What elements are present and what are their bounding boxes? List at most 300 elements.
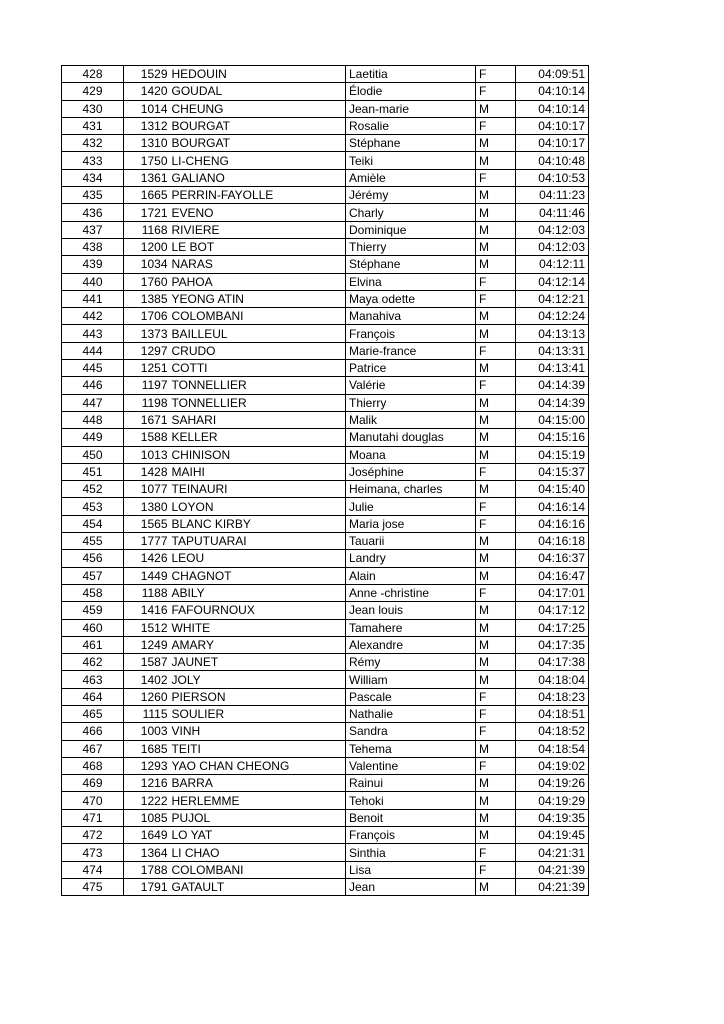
first-name-cell: Tehema bbox=[346, 740, 476, 757]
sex-cell: M bbox=[476, 740, 516, 757]
sex-cell: M bbox=[476, 567, 516, 584]
bib-cell: 1014 bbox=[124, 100, 170, 117]
time-cell: 04:11:46 bbox=[516, 204, 589, 221]
bib-cell: 1671 bbox=[124, 411, 170, 428]
rank-cell: 428 bbox=[62, 66, 124, 83]
sex-cell: M bbox=[476, 411, 516, 428]
time-cell: 04:10:14 bbox=[516, 83, 589, 100]
last-name-cell: LO YAT bbox=[170, 827, 346, 844]
last-name-cell: CHINISON bbox=[170, 446, 346, 463]
bib-cell: 1587 bbox=[124, 654, 170, 671]
time-cell: 04:16:37 bbox=[516, 550, 589, 567]
bib-cell: 1385 bbox=[124, 290, 170, 307]
time-cell: 04:19:02 bbox=[516, 757, 589, 774]
first-name-cell: Nathalie bbox=[346, 705, 476, 722]
bib-cell: 1750 bbox=[124, 152, 170, 169]
time-cell: 04:10:48 bbox=[516, 152, 589, 169]
sex-cell: F bbox=[476, 342, 516, 359]
last-name-cell: PAHOA bbox=[170, 273, 346, 290]
table-row bbox=[62, 204, 589, 221]
rank-cell: 460 bbox=[62, 619, 124, 636]
sex-cell: F bbox=[476, 117, 516, 134]
table-row bbox=[62, 273, 589, 290]
sex-cell: F bbox=[476, 757, 516, 774]
bib-cell: 1168 bbox=[124, 221, 170, 238]
time-cell: 04:15:16 bbox=[516, 429, 589, 446]
first-name-cell: Rémy bbox=[346, 654, 476, 671]
rank-cell: 462 bbox=[62, 654, 124, 671]
rank-cell: 429 bbox=[62, 83, 124, 100]
bib-cell: 1200 bbox=[124, 238, 170, 255]
rank-cell: 440 bbox=[62, 273, 124, 290]
table-row bbox=[62, 325, 589, 342]
last-name-cell: CHAGNOT bbox=[170, 567, 346, 584]
bib-cell: 1034 bbox=[124, 256, 170, 273]
first-name-cell: Sinthia bbox=[346, 844, 476, 861]
first-name-cell: Jérémy bbox=[346, 187, 476, 204]
time-cell: 04:19:29 bbox=[516, 792, 589, 809]
last-name-cell: LI CHAO bbox=[170, 844, 346, 861]
table-row bbox=[62, 844, 589, 861]
last-name-cell: LI-CHENG bbox=[170, 152, 346, 169]
bib-cell: 1791 bbox=[124, 878, 170, 895]
sex-cell: F bbox=[476, 705, 516, 722]
rank-cell: 447 bbox=[62, 394, 124, 411]
time-cell: 04:16:18 bbox=[516, 533, 589, 550]
table-row bbox=[62, 238, 589, 255]
table-row bbox=[62, 792, 589, 809]
rank-cell: 470 bbox=[62, 792, 124, 809]
first-name-cell: Dominique bbox=[346, 221, 476, 238]
rank-cell: 472 bbox=[62, 827, 124, 844]
sex-cell: M bbox=[476, 636, 516, 653]
table-row bbox=[62, 861, 589, 878]
last-name-cell: PUJOL bbox=[170, 809, 346, 826]
last-name-cell: TAPUTUARAI bbox=[170, 533, 346, 550]
sex-cell: F bbox=[476, 463, 516, 480]
sex-cell: F bbox=[476, 584, 516, 601]
rank-cell: 456 bbox=[62, 550, 124, 567]
first-name-cell: Manahiva bbox=[346, 308, 476, 325]
time-cell: 04:10:17 bbox=[516, 117, 589, 134]
rank-cell: 458 bbox=[62, 584, 124, 601]
time-cell: 04:18:23 bbox=[516, 688, 589, 705]
bib-cell: 1310 bbox=[124, 135, 170, 152]
rank-cell: 474 bbox=[62, 861, 124, 878]
table-row bbox=[62, 308, 589, 325]
sex-cell: M bbox=[476, 135, 516, 152]
table-row bbox=[62, 827, 589, 844]
sex-cell: M bbox=[476, 671, 516, 688]
time-cell: 04:17:38 bbox=[516, 654, 589, 671]
last-name-cell: WHITE bbox=[170, 619, 346, 636]
last-name-cell: LEOU bbox=[170, 550, 346, 567]
rank-cell: 431 bbox=[62, 117, 124, 134]
rank-cell: 451 bbox=[62, 463, 124, 480]
last-name-cell: JOLY bbox=[170, 671, 346, 688]
time-cell: 04:09:51 bbox=[516, 66, 589, 83]
table-row bbox=[62, 723, 589, 740]
bib-cell: 1665 bbox=[124, 187, 170, 204]
bib-cell: 1260 bbox=[124, 688, 170, 705]
rank-cell: 459 bbox=[62, 602, 124, 619]
rank-cell: 469 bbox=[62, 775, 124, 792]
last-name-cell: EVENO bbox=[170, 204, 346, 221]
bib-cell: 1077 bbox=[124, 481, 170, 498]
rank-cell: 444 bbox=[62, 342, 124, 359]
last-name-cell: RIVIERE bbox=[170, 221, 346, 238]
time-cell: 04:17:01 bbox=[516, 584, 589, 601]
time-cell: 04:18:54 bbox=[516, 740, 589, 757]
table-row bbox=[62, 256, 589, 273]
time-cell: 04:10:17 bbox=[516, 135, 589, 152]
sex-cell: F bbox=[476, 688, 516, 705]
last-name-cell: HEDOUIN bbox=[170, 66, 346, 83]
time-cell: 04:12:11 bbox=[516, 256, 589, 273]
bib-cell: 1188 bbox=[124, 584, 170, 601]
last-name-cell: TEITI bbox=[170, 740, 346, 757]
sex-cell: F bbox=[476, 844, 516, 861]
results-table bbox=[61, 65, 589, 896]
rank-cell: 442 bbox=[62, 308, 124, 325]
table-row bbox=[62, 135, 589, 152]
rank-cell: 449 bbox=[62, 429, 124, 446]
time-cell: 04:12:21 bbox=[516, 290, 589, 307]
first-name-cell: William bbox=[346, 671, 476, 688]
first-name-cell: Heimana, charles bbox=[346, 481, 476, 498]
first-name-cell: Amièle bbox=[346, 169, 476, 186]
first-name-cell: Tamahere bbox=[346, 619, 476, 636]
table-row bbox=[62, 360, 589, 377]
table-row bbox=[62, 429, 589, 446]
table-row bbox=[62, 290, 589, 307]
bib-cell: 1293 bbox=[124, 757, 170, 774]
bib-cell: 1085 bbox=[124, 809, 170, 826]
first-name-cell: Marie-france bbox=[346, 342, 476, 359]
sex-cell: F bbox=[476, 377, 516, 394]
rank-cell: 450 bbox=[62, 446, 124, 463]
rank-cell: 446 bbox=[62, 377, 124, 394]
time-cell: 04:12:24 bbox=[516, 308, 589, 325]
rank-cell: 432 bbox=[62, 135, 124, 152]
first-name-cell: Thierry bbox=[346, 238, 476, 255]
bib-cell: 1416 bbox=[124, 602, 170, 619]
table-row bbox=[62, 602, 589, 619]
last-name-cell: GALIANO bbox=[170, 169, 346, 186]
bib-cell: 1197 bbox=[124, 377, 170, 394]
sex-cell: M bbox=[476, 878, 516, 895]
time-cell: 04:13:31 bbox=[516, 342, 589, 359]
last-name-cell: JAUNET bbox=[170, 654, 346, 671]
time-cell: 04:17:25 bbox=[516, 619, 589, 636]
bib-cell: 1312 bbox=[124, 117, 170, 134]
sex-cell: M bbox=[476, 360, 516, 377]
results-body bbox=[62, 66, 589, 896]
rank-cell: 430 bbox=[62, 100, 124, 117]
table-row bbox=[62, 740, 589, 757]
rank-cell: 473 bbox=[62, 844, 124, 861]
first-name-cell: Manutahi douglas bbox=[346, 429, 476, 446]
time-cell: 04:21:39 bbox=[516, 861, 589, 878]
table-row bbox=[62, 671, 589, 688]
bib-cell: 1588 bbox=[124, 429, 170, 446]
bib-cell: 1222 bbox=[124, 792, 170, 809]
bib-cell: 1216 bbox=[124, 775, 170, 792]
first-name-cell: Rainui bbox=[346, 775, 476, 792]
sex-cell: M bbox=[476, 481, 516, 498]
rank-cell: 457 bbox=[62, 567, 124, 584]
bib-cell: 1297 bbox=[124, 342, 170, 359]
time-cell: 04:18:04 bbox=[516, 671, 589, 688]
time-cell: 04:12:03 bbox=[516, 221, 589, 238]
bib-cell: 1402 bbox=[124, 671, 170, 688]
time-cell: 04:12:14 bbox=[516, 273, 589, 290]
first-name-cell: Valentine bbox=[346, 757, 476, 774]
sex-cell: M bbox=[476, 308, 516, 325]
table-row bbox=[62, 221, 589, 238]
time-cell: 04:15:19 bbox=[516, 446, 589, 463]
time-cell: 04:18:51 bbox=[516, 705, 589, 722]
table-row bbox=[62, 394, 589, 411]
first-name-cell: Landry bbox=[346, 550, 476, 567]
first-name-cell: Jean bbox=[346, 878, 476, 895]
last-name-cell: GATAULT bbox=[170, 878, 346, 895]
first-name-cell: Moana bbox=[346, 446, 476, 463]
bib-cell: 1777 bbox=[124, 533, 170, 550]
sex-cell: M bbox=[476, 152, 516, 169]
bib-cell: 1364 bbox=[124, 844, 170, 861]
bib-cell: 1361 bbox=[124, 169, 170, 186]
last-name-cell: BAILLEUL bbox=[170, 325, 346, 342]
sex-cell: M bbox=[476, 256, 516, 273]
rank-cell: 452 bbox=[62, 481, 124, 498]
bib-cell: 1198 bbox=[124, 394, 170, 411]
first-name-cell: Charly bbox=[346, 204, 476, 221]
last-name-cell: COTTI bbox=[170, 360, 346, 377]
table-row bbox=[62, 515, 589, 532]
rank-cell: 436 bbox=[62, 204, 124, 221]
sex-cell: F bbox=[476, 66, 516, 83]
first-name-cell: François bbox=[346, 827, 476, 844]
last-name-cell: ABILY bbox=[170, 584, 346, 601]
sex-cell: F bbox=[476, 861, 516, 878]
table-row bbox=[62, 463, 589, 480]
first-name-cell: Tehoki bbox=[346, 792, 476, 809]
first-name-cell: Patrice bbox=[346, 360, 476, 377]
table-row bbox=[62, 169, 589, 186]
rank-cell: 466 bbox=[62, 723, 124, 740]
rank-cell: 441 bbox=[62, 290, 124, 307]
last-name-cell: TEINAURI bbox=[170, 481, 346, 498]
sex-cell: M bbox=[476, 204, 516, 221]
first-name-cell: Alain bbox=[346, 567, 476, 584]
time-cell: 04:18:52 bbox=[516, 723, 589, 740]
bib-cell: 1721 bbox=[124, 204, 170, 221]
first-name-cell: Rosalie bbox=[346, 117, 476, 134]
bib-cell: 1013 bbox=[124, 446, 170, 463]
last-name-cell: NARAS bbox=[170, 256, 346, 273]
first-name-cell: Élodie bbox=[346, 83, 476, 100]
last-name-cell: VINH bbox=[170, 723, 346, 740]
time-cell: 04:19:35 bbox=[516, 809, 589, 826]
sex-cell: M bbox=[476, 533, 516, 550]
last-name-cell: TONNELLIER bbox=[170, 377, 346, 394]
table-row bbox=[62, 117, 589, 134]
rank-cell: 453 bbox=[62, 498, 124, 515]
last-name-cell: KELLER bbox=[170, 429, 346, 446]
first-name-cell: Alexandre bbox=[346, 636, 476, 653]
sex-cell: M bbox=[476, 550, 516, 567]
sex-cell: M bbox=[476, 187, 516, 204]
first-name-cell: Thierry bbox=[346, 394, 476, 411]
sex-cell: M bbox=[476, 827, 516, 844]
first-name-cell: Maria jose bbox=[346, 515, 476, 532]
bib-cell: 1449 bbox=[124, 567, 170, 584]
bib-cell: 1373 bbox=[124, 325, 170, 342]
first-name-cell: Lisa bbox=[346, 861, 476, 878]
first-name-cell: Malik bbox=[346, 411, 476, 428]
table-row bbox=[62, 654, 589, 671]
table-row bbox=[62, 152, 589, 169]
time-cell: 04:16:14 bbox=[516, 498, 589, 515]
last-name-cell: BOURGAT bbox=[170, 135, 346, 152]
time-cell: 04:13:41 bbox=[516, 360, 589, 377]
time-cell: 04:14:39 bbox=[516, 394, 589, 411]
time-cell: 04:16:47 bbox=[516, 567, 589, 584]
table-row bbox=[62, 567, 589, 584]
last-name-cell: LE BOT bbox=[170, 238, 346, 255]
first-name-cell: François bbox=[346, 325, 476, 342]
bib-cell: 1420 bbox=[124, 83, 170, 100]
last-name-cell: YEONG ATIN bbox=[170, 290, 346, 307]
rank-cell: 467 bbox=[62, 740, 124, 757]
last-name-cell: PERRIN-FAYOLLE bbox=[170, 187, 346, 204]
bib-cell: 1428 bbox=[124, 463, 170, 480]
bib-cell: 1788 bbox=[124, 861, 170, 878]
table-row bbox=[62, 878, 589, 895]
sex-cell: M bbox=[476, 325, 516, 342]
bib-cell: 1685 bbox=[124, 740, 170, 757]
last-name-cell: AMARY bbox=[170, 636, 346, 653]
last-name-cell: MAIHI bbox=[170, 463, 346, 480]
first-name-cell: Anne -christine bbox=[346, 584, 476, 601]
bib-cell: 1706 bbox=[124, 308, 170, 325]
table-row bbox=[62, 584, 589, 601]
last-name-cell: BARRA bbox=[170, 775, 346, 792]
rank-cell: 437 bbox=[62, 221, 124, 238]
first-name-cell: Laetitia bbox=[346, 66, 476, 83]
first-name-cell: Elvina bbox=[346, 273, 476, 290]
sex-cell: M bbox=[476, 792, 516, 809]
time-cell: 04:15:40 bbox=[516, 481, 589, 498]
sex-cell: M bbox=[476, 619, 516, 636]
first-name-cell: Stéphane bbox=[346, 256, 476, 273]
bib-cell: 1249 bbox=[124, 636, 170, 653]
last-name-cell: GOUDAL bbox=[170, 83, 346, 100]
last-name-cell: LOYON bbox=[170, 498, 346, 515]
table-row bbox=[62, 757, 589, 774]
bib-cell: 1380 bbox=[124, 498, 170, 515]
first-name-cell: Sandra bbox=[346, 723, 476, 740]
last-name-cell: SAHARI bbox=[170, 411, 346, 428]
table-row bbox=[62, 619, 589, 636]
time-cell: 04:17:12 bbox=[516, 602, 589, 619]
table-row bbox=[62, 66, 589, 83]
sex-cell: M bbox=[476, 809, 516, 826]
time-cell: 04:12:03 bbox=[516, 238, 589, 255]
sex-cell: M bbox=[476, 775, 516, 792]
table-row bbox=[62, 83, 589, 100]
rank-cell: 439 bbox=[62, 256, 124, 273]
sex-cell: M bbox=[476, 394, 516, 411]
rank-cell: 454 bbox=[62, 515, 124, 532]
bib-cell: 1003 bbox=[124, 723, 170, 740]
rank-cell: 445 bbox=[62, 360, 124, 377]
table-row bbox=[62, 550, 589, 567]
time-cell: 04:15:37 bbox=[516, 463, 589, 480]
sex-cell: F bbox=[476, 723, 516, 740]
time-cell: 04:14:39 bbox=[516, 377, 589, 394]
table-row bbox=[62, 498, 589, 515]
rank-cell: 438 bbox=[62, 238, 124, 255]
bib-cell: 1251 bbox=[124, 360, 170, 377]
last-name-cell: CRUDO bbox=[170, 342, 346, 359]
time-cell: 04:17:35 bbox=[516, 636, 589, 653]
first-name-cell: Pascale bbox=[346, 688, 476, 705]
last-name-cell: TONNELLIER bbox=[170, 394, 346, 411]
last-name-cell: COLOMBANI bbox=[170, 308, 346, 325]
sex-cell: F bbox=[476, 83, 516, 100]
last-name-cell: SOULIER bbox=[170, 705, 346, 722]
rank-cell: 448 bbox=[62, 411, 124, 428]
last-name-cell: CHEUNG bbox=[170, 100, 346, 117]
rank-cell: 464 bbox=[62, 688, 124, 705]
table-row bbox=[62, 636, 589, 653]
table-row bbox=[62, 705, 589, 722]
first-name-cell: Teiki bbox=[346, 152, 476, 169]
rank-cell: 435 bbox=[62, 187, 124, 204]
rank-cell: 434 bbox=[62, 169, 124, 186]
time-cell: 04:11:23 bbox=[516, 187, 589, 204]
first-name-cell: Jean-marie bbox=[346, 100, 476, 117]
last-name-cell: COLOMBANI bbox=[170, 861, 346, 878]
table-row bbox=[62, 187, 589, 204]
rank-cell: 463 bbox=[62, 671, 124, 688]
first-name-cell: Maya odette bbox=[346, 290, 476, 307]
table-row bbox=[62, 533, 589, 550]
time-cell: 04:15:00 bbox=[516, 411, 589, 428]
bib-cell: 1512 bbox=[124, 619, 170, 636]
sex-cell: F bbox=[476, 515, 516, 532]
bib-cell: 1426 bbox=[124, 550, 170, 567]
table-row bbox=[62, 775, 589, 792]
time-cell: 04:10:14 bbox=[516, 100, 589, 117]
time-cell: 04:16:16 bbox=[516, 515, 589, 532]
time-cell: 04:10:53 bbox=[516, 169, 589, 186]
bib-cell: 1529 bbox=[124, 66, 170, 83]
time-cell: 04:19:45 bbox=[516, 827, 589, 844]
time-cell: 04:19:26 bbox=[516, 775, 589, 792]
first-name-cell: Valérie bbox=[346, 377, 476, 394]
rank-cell: 468 bbox=[62, 757, 124, 774]
table-row bbox=[62, 377, 589, 394]
table-row bbox=[62, 411, 589, 428]
table-row bbox=[62, 809, 589, 826]
table-row bbox=[62, 688, 589, 705]
first-name-cell: Julie bbox=[346, 498, 476, 515]
rank-cell: 471 bbox=[62, 809, 124, 826]
sex-cell: M bbox=[476, 221, 516, 238]
